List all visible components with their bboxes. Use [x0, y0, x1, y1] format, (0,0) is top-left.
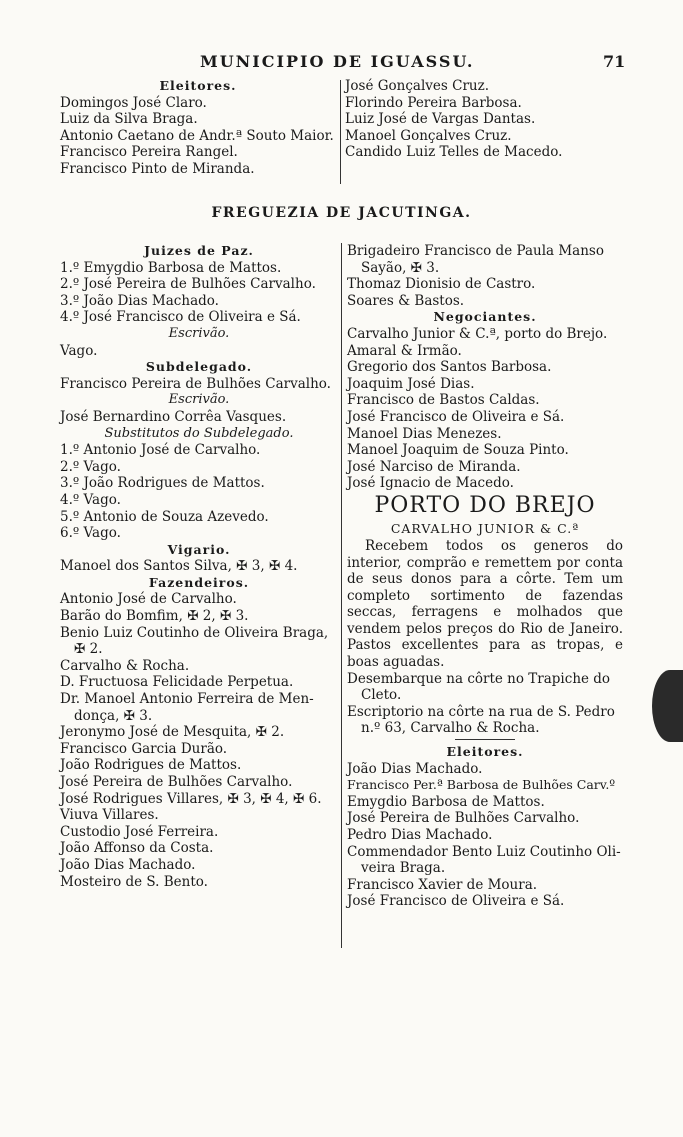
ad-body: Recebem todos os generos do interior, comprão e remettem por conta de seus donos para a côrte. Tem um completo sortimento de fazendas seccas, ferragens e molhados que vendem pelos preços do Rio de Janeiro. Pastos excellentes para as tropas, e boas aguadas. — [347, 537, 623, 671]
list-item: José Francisco de Oliveira e Sá. — [347, 408, 565, 425]
list-item: Jeronymo José de Mesquita, ✠ 2. — [60, 724, 285, 741]
list-item: Manoel Joaquim de Souza Pinto. — [347, 442, 569, 459]
list-item: Joaquim José Dias. — [347, 375, 475, 392]
subdelegado-heading: Subdelegado. — [145, 359, 253, 375]
divider-rule — [455, 739, 515, 740]
negociantes-heading: Negociantes. — [433, 309, 537, 325]
vigario-value: Manoel dos Santos Silva, ✠ 3, ✠ 4. — [60, 558, 298, 575]
page-number: 71 — [603, 52, 626, 71]
list-item: Carvalho & Rocha. — [60, 657, 190, 674]
list-item: Francisco Pereira Rangel. — [60, 144, 238, 161]
list-item: 5.º Antonio de Souza Azevedo. — [60, 508, 269, 525]
page-header — [0, 52, 683, 74]
list-item: Barão do Bomfim, ✠ 2, ✠ 3. — [60, 608, 249, 625]
list-item: José Ignacio de Macedo. — [347, 475, 514, 492]
list-item: Pedro Dias Machado. — [347, 827, 493, 843]
column-divider-top — [340, 80, 341, 184]
electors-top-left — [60, 78, 336, 178]
list-item: Emygdio Barbosa de Mattos. — [347, 793, 545, 810]
list-item: Sayão, ✠ 3. — [361, 259, 440, 276]
list-item: Dr. Manoel Antonio Ferreira de Men- — [60, 691, 314, 708]
list-item: Candido Luiz Telles de Macedo. — [345, 144, 563, 161]
list-item: Francisco Xavier de Moura. — [347, 876, 538, 893]
list-item: José Pereira de Bulhões Carvalho. — [347, 810, 580, 827]
electors-top-right — [345, 78, 625, 161]
list-item: Luiz da Silva Braga. — [60, 111, 198, 128]
list-item: José Francisco de Oliveira e Sá. — [347, 893, 565, 910]
list-item: Benio Luiz Coutinho de Oliveira Braga, — [60, 624, 329, 641]
list-item: Viuva Villares. — [60, 807, 159, 824]
list-item: José Rodrigues Villares, ✠ 3, ✠ 4, ✠ 6. — [60, 790, 322, 807]
ad-escriptorio-cont: n.º 63, Carvalho & Rocha. — [361, 720, 540, 737]
left-column — [60, 243, 338, 890]
page-title: MUNICIPIO DE IGUASSU. — [200, 52, 475, 71]
ad-subtitle: CARVALHO JUNIOR & C.ª — [390, 520, 580, 536]
list-item: 3.º João Rodrigues de Mattos. — [60, 475, 265, 492]
list-item: José Narciso de Miranda. — [347, 458, 521, 475]
juizes-heading: Juizes de Paz. — [144, 243, 254, 258]
list-item: ✠ 2. — [74, 641, 103, 658]
list-item: 4.º Vago. — [60, 491, 121, 508]
ad-desembarque: Desembarque na côrte no Trapiche do — [347, 670, 611, 687]
list-item: Amaral & Irmão. — [347, 342, 462, 359]
list-item: Domingos José Claro. — [60, 94, 207, 111]
parish-title: FREGUEZIA DE JACUTINGA. — [211, 205, 472, 221]
list-item: Brigadeiro Francisco de Paula Manso — [347, 243, 604, 259]
list-item: Francisco Per.ª Barbosa de Bulhões Carv.º — [347, 777, 616, 793]
list-item: 1.º Emygdio Barbosa de Mattos. — [60, 259, 282, 276]
ink-blot-decoration — [652, 670, 683, 742]
list-item: João Dias Machado. — [60, 856, 196, 873]
list-item: Luiz José de Vargas Dantas. — [345, 111, 536, 128]
list-item: donça, ✠ 3. — [74, 707, 153, 724]
list-item: Manoel Dias Menezes. — [347, 425, 502, 442]
ad-escriptorio: Escriptorio na côrte na rua de S. Pedro — [347, 703, 615, 720]
ad-desembarque-cont: Cleto. — [361, 687, 402, 704]
list-item: Antonio Caetano de Andr.ª Souto Maior. — [60, 127, 334, 144]
list-item: 2.º Vago. — [60, 458, 121, 475]
vigario-heading: Vigario. — [167, 541, 231, 557]
list-item: Antonio José de Carvalho. — [60, 591, 237, 608]
list-item: 6.º Vago. — [60, 525, 121, 542]
list-item: Soares & Bastos. — [347, 292, 465, 309]
list-item: Carvalho Junior & C.ª, porto do Brejo. — [347, 325, 608, 342]
list-item: José Gonçalves Cruz. — [345, 78, 489, 94]
escrivao2-heading: Escrivão. — [168, 392, 230, 408]
eleitores-heading: Eleitores. — [446, 744, 524, 760]
list-item: José Pereira de Bulhões Carvalho. — [60, 774, 293, 790]
escrivao-heading: Escrivão. — [168, 325, 230, 341]
list-item: Commendador Bento Luiz Coutinho Oli- — [347, 843, 621, 860]
list-item: veira Braga. — [361, 860, 446, 877]
escrivao2-value: José Bernardino Corrêa Vasques. — [60, 408, 287, 425]
list-item: Gregorio dos Santos Barbosa. — [347, 359, 552, 376]
list-item: 1.º Antonio José de Carvalho. — [60, 442, 261, 459]
list-item: Florindo Pereira Barbosa. — [345, 94, 522, 111]
substitutos-heading: Substitutos do Subdelegado. — [104, 425, 294, 441]
fazendeiros-heading: Fazendeiros. — [148, 574, 250, 590]
list-item: 4.º José Francisco de Oliveira e Sá. — [60, 309, 301, 326]
list-item: João Rodrigues de Mattos. — [60, 757, 242, 774]
list-item: João Affonso da Costa. — [60, 840, 214, 857]
right-column — [347, 243, 623, 910]
list-item: Francisco Garcia Durão. — [60, 740, 228, 757]
subdelegado-value: Francisco Pereira de Bulhões Carvalho. — [60, 375, 331, 392]
ad-title: PORTO DO BREJO — [374, 492, 596, 518]
escrivao-value: Vago. — [60, 342, 98, 359]
list-item: D. Fructuosa Felicidade Perpetua. — [60, 674, 294, 691]
list-item: 2.º José Pereira de Bulhões Carvalho. — [60, 276, 316, 293]
list-item: Francisco Pinto de Miranda. — [60, 160, 255, 177]
list-item: Custodio José Ferreira. — [60, 823, 219, 840]
list-item: Thomaz Dionisio de Castro. — [347, 276, 536, 293]
list-item: Mosteiro de S. Bento. — [60, 873, 208, 890]
list-item: 3.º João Dias Machado. — [60, 292, 219, 309]
column-divider-main — [341, 243, 342, 948]
list-item: Francisco de Bastos Caldas. — [347, 392, 540, 409]
list-item: João Dias Machado. — [347, 760, 483, 777]
electors-top-heading: Eleitores. — [159, 78, 237, 93]
list-item: Manoel Gonçalves Cruz. — [345, 127, 512, 144]
